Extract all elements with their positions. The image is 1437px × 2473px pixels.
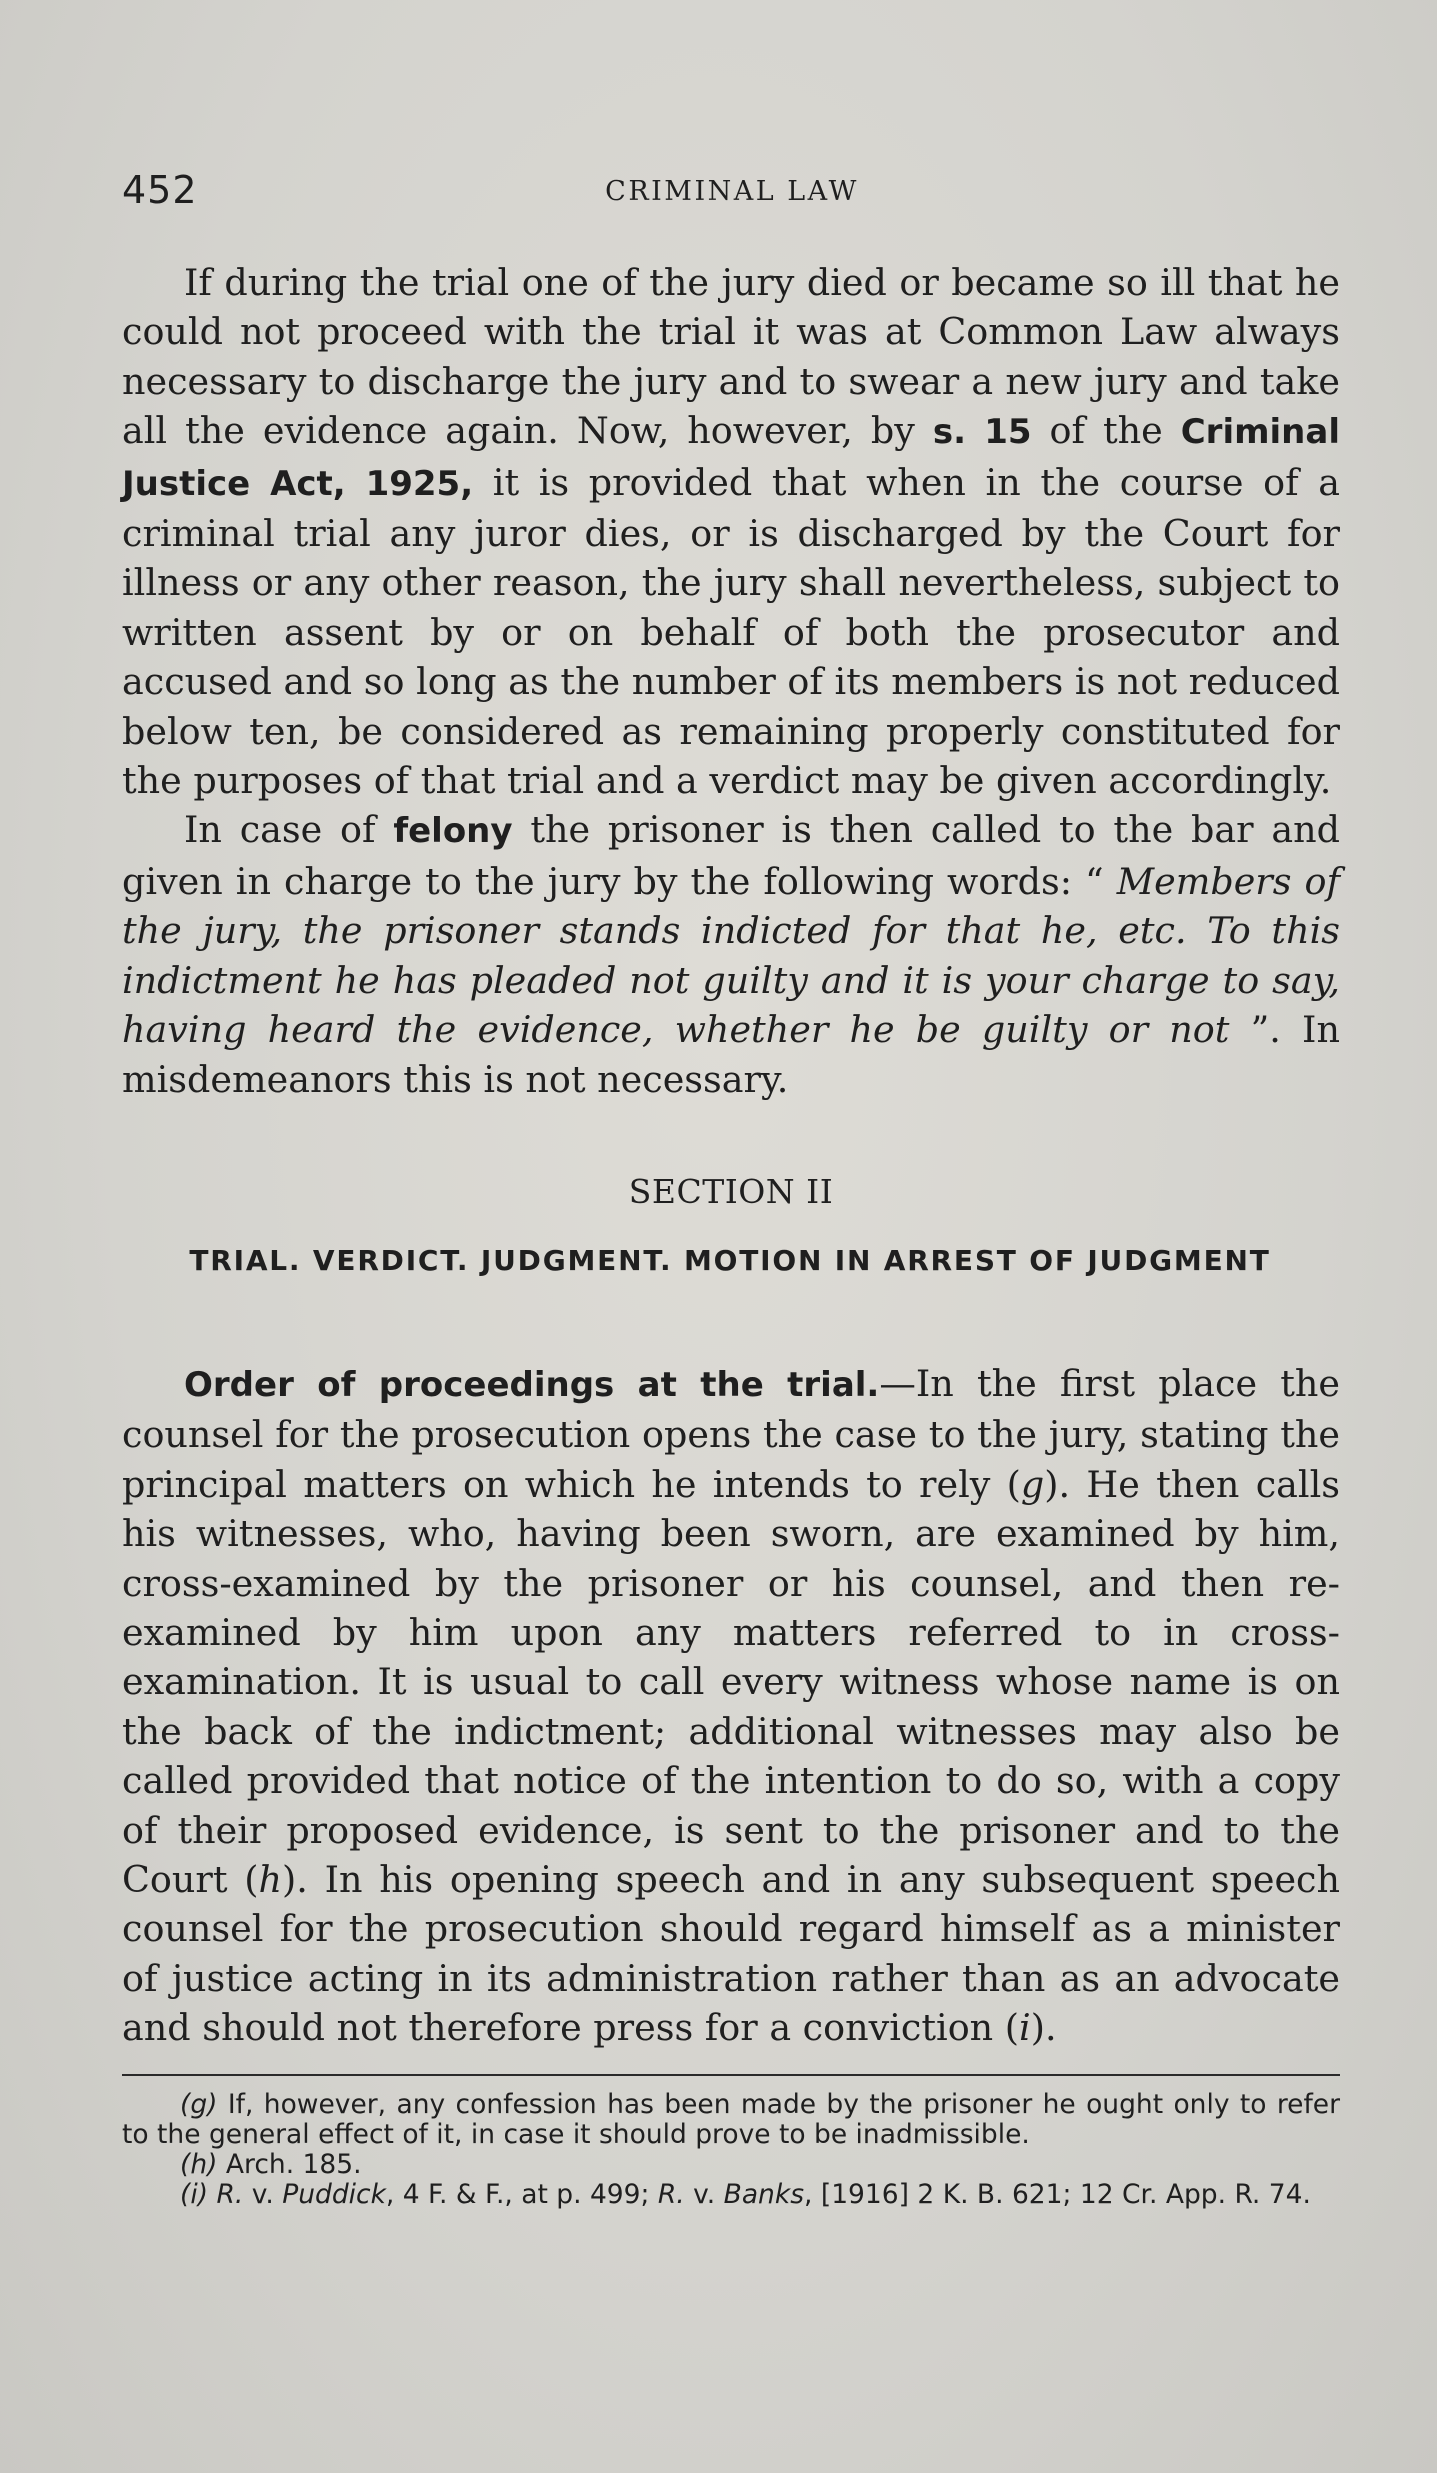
text-span: ). In his opening speech and in any subsequent speech counsel for the prosecution should regard himself as a minister of justice acting in its administration rather than as an advocate and should not therefore press for a conviction ( bbox=[122, 1858, 1340, 2050]
italic-charge-quote: Members of the jury, the prisoner stands indicted for that he, etc. To this indictment he has pleaded not guilty and it is your charge to say, having heard the evidence, whether he be guilty or not bbox=[122, 859, 1340, 1052]
page-header bbox=[122, 168, 1342, 218]
footnote-ref-h: h bbox=[258, 1858, 283, 1902]
text-span: If during the trial one of the jury died or became so ill that he could not proceed with the trial it was at Common Law always necessary to discharge the jury and to swear a new jury and take all the evidence again. Now, however, by bbox=[122, 261, 1340, 453]
bold-citation-section: s. 15 bbox=[932, 412, 1032, 453]
paragraph-felony-charge bbox=[122, 805, 1340, 1103]
footnote-text: v. bbox=[243, 2179, 283, 2210]
footnote-text: If, however, any confession has been made by the prisoner he ought only to refer to the general effect of it, in case it should prove to be inadmissible. bbox=[122, 2089, 1340, 2150]
paragraph-heading: Order of proceedings at the trial. bbox=[184, 1365, 880, 1405]
case-name: Banks bbox=[723, 2179, 805, 2210]
running-head: CRIMINAL LAW bbox=[605, 176, 859, 207]
text-span: ). He then calls his witnesses, who, having been sworn, are examined by him, cross-examined by the prisoner or his counsel, and then re-examined by him upon any matters referred to in cross-examination. It is usual to call every witness whose name is on the back of the indictment; additional witnesses may also be called provided that notice of the intention to do so, with a copy of their proposed evidence, is sent to the prisoner and to the Court ( bbox=[122, 1462, 1340, 1902]
text-span: it is provided that when in the course of a criminal trial any juror dies, or is discharged by the Court for illness or any other reason, the jury shall nevertheless, subject to written assent by or on behalf of both the prosecutor and accused and so long as the number of its members is not reduced below ten, be considered as remaining properly constituted for the purposes of that trial and a verdict may be given accordingly. bbox=[122, 460, 1340, 803]
case-name: Puddick bbox=[282, 2179, 386, 2210]
footnote-divider bbox=[122, 2074, 1340, 2076]
section-title: TRIAL. VERDICT. JUDGMENT. MOTION IN ARREST OF JUDGMENT bbox=[189, 1244, 1271, 1277]
footnote-ref-i: i bbox=[1019, 2006, 1031, 2050]
paragraph-order-of-proceedings bbox=[122, 1359, 1340, 2053]
footnote-text: Arch. 185. bbox=[217, 2149, 362, 2180]
body-text-lower bbox=[122, 1359, 1340, 2053]
footnote-text: R. bbox=[208, 2179, 244, 2210]
text-span: the prisoner is then called to the bar and given in charge to the jury by the following words: “ bbox=[122, 808, 1340, 903]
footnote-mark: (g) bbox=[180, 2089, 218, 2120]
footnote-h bbox=[122, 2150, 1340, 2180]
footnote-text: , [1916] 2 K. B. 621; 12 Cr. App. R. 74. bbox=[804, 2179, 1311, 2210]
text-span: of the bbox=[1031, 409, 1181, 453]
section-number: SECTION II bbox=[628, 1172, 834, 1211]
footnote-mark: (i) bbox=[180, 2179, 209, 2210]
text-span: —In the first place the counsel for the prosecution opens the case to the jury, stating the principal matters on which he intends to rely ( bbox=[122, 1362, 1340, 1506]
text-span: ”. In misdemeanors this is not necessary. bbox=[122, 1008, 1340, 1101]
text-span: ). bbox=[1030, 2006, 1057, 2050]
footnote-g bbox=[122, 2090, 1340, 2150]
body-text-upper bbox=[122, 258, 1340, 1104]
bold-citation-act: Criminal Justice Act, 1925, bbox=[122, 412, 1340, 504]
footnote-i bbox=[122, 2180, 1340, 2210]
footnotes bbox=[122, 2090, 1340, 2210]
text-span: In case of bbox=[184, 808, 394, 852]
paragraph-juror-death bbox=[122, 258, 1340, 805]
bold-term-felony: felony bbox=[393, 811, 513, 852]
footnote-mark: (h) bbox=[180, 2149, 218, 2180]
footnote-text: v. bbox=[684, 2179, 724, 2210]
footnote-text: R. bbox=[657, 2179, 685, 2210]
footnote-text: , 4 F. & F., at p. 499; bbox=[385, 2179, 658, 2210]
page-number: 452 bbox=[122, 168, 198, 212]
footnote-ref-g: g bbox=[1020, 1462, 1045, 1506]
